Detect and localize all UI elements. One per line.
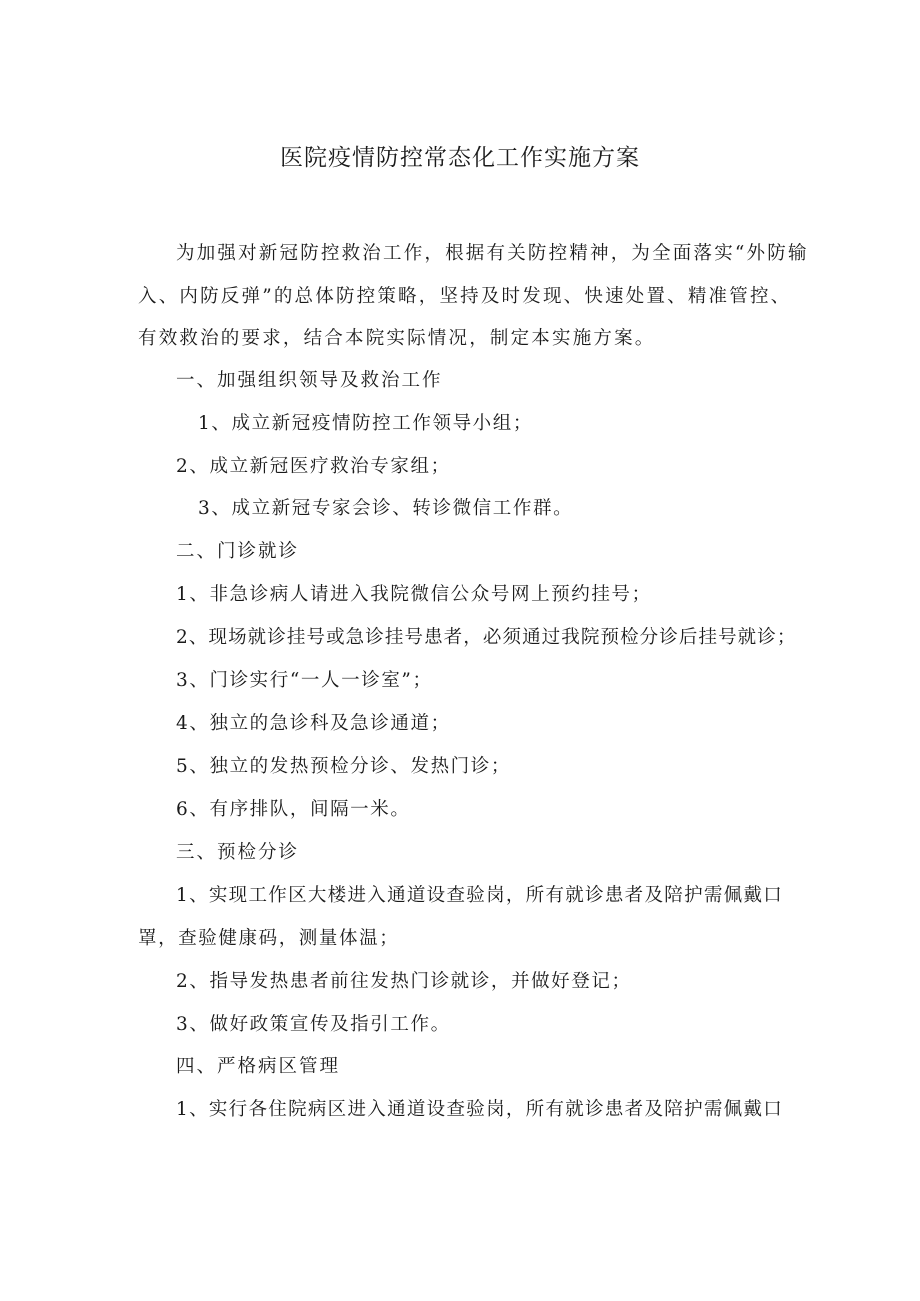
section-heading-4: 四、严格病区管理 xyxy=(176,1056,341,1077)
section2-item-6: 6、有序排队，间隔一米。 xyxy=(176,799,411,820)
section1-item-1: 1、成立新冠疫情防控工作领导小组； xyxy=(198,413,533,434)
intro-line-3: 有效救治的要求，结合本院实际情况，制定本实施方案。 xyxy=(138,328,656,349)
section-heading-2: 二、门诊就诊 xyxy=(176,541,300,562)
document-title: 医院疫情防控常态化工作实施方案 xyxy=(280,145,640,171)
section-heading-1: 一、加强组织领导及救治工作 xyxy=(176,370,443,391)
section2-item-2: 2、现场就诊挂号或急诊挂号患者，必须通过我院预检分诊后挂号就诊； xyxy=(176,627,797,648)
section-heading-3: 三、预检分诊 xyxy=(176,842,300,863)
section2-item-3: 3、门诊实行“一人一诊室”； xyxy=(176,670,433,691)
section3-item-1-line-2: 罩，查验健康码，测量体温； xyxy=(138,928,400,949)
section3-item-1-line-1: 1、实现工作区大楼进入通道设查验岗，所有就诊患者及陪护需佩戴口 xyxy=(176,885,784,906)
section2-item-1: 1、非急诊病人请进入我院微信公众号网上预约挂号； xyxy=(176,584,652,605)
section1-item-2: 2、成立新冠医疗救治专家组； xyxy=(176,456,451,477)
section1-item-3: 3、成立新冠专家会诊、转诊微信工作群。 xyxy=(198,498,574,519)
intro-line-1: 为加强对新冠防控救治工作，根据有关防控精神，为全面落实“外防输 xyxy=(176,243,809,264)
section4-item-1-line-1: 1、实行各住院病区进入通道设查验岗，所有就诊患者及陪护需佩戴口 xyxy=(176,1099,784,1120)
intro-line-2: 入、内防反弹”的总体防控策略，坚持及时发现、快速处置、精准管控、 xyxy=(138,286,792,307)
section3-item-2: 2、指导发热患者前往发热门诊就诊，并做好登记； xyxy=(176,971,632,992)
section3-item-3: 3、做好政策宣传及指引工作。 xyxy=(176,1014,451,1035)
section2-item-4: 4、独立的急诊科及急诊通道； xyxy=(176,713,451,734)
section2-item-5: 5、独立的发热预检分诊、发热门诊； xyxy=(176,756,511,777)
